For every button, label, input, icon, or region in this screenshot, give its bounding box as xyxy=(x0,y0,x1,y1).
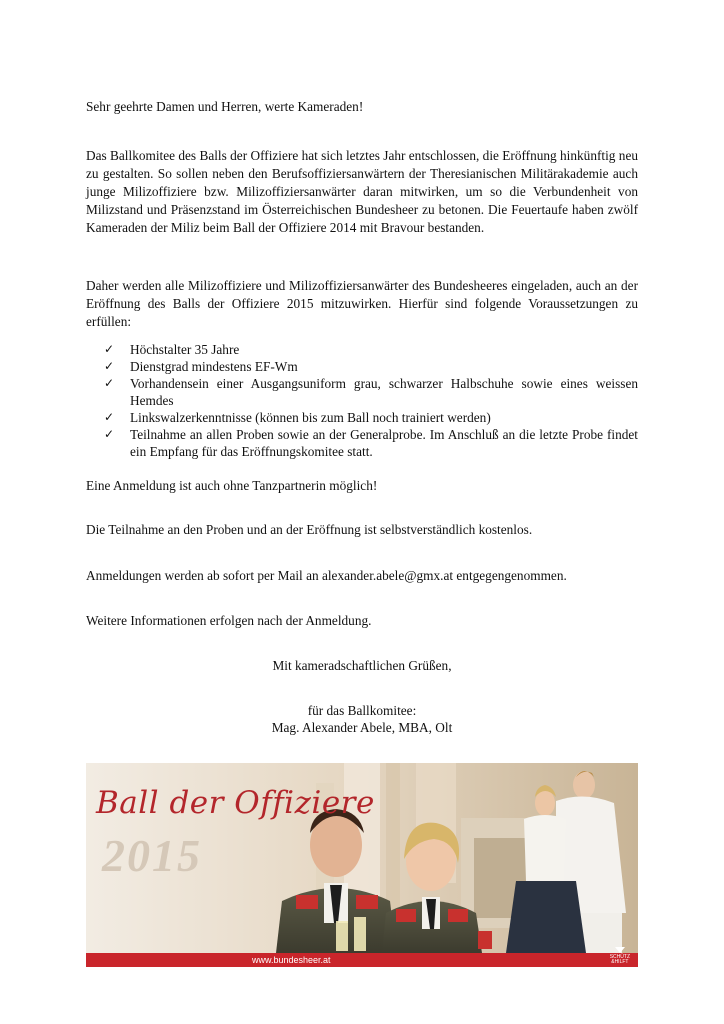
brand-line1: SCHÜTZ xyxy=(609,954,630,960)
checkmark-icon: ✓ xyxy=(104,427,115,441)
note-registration: Anmeldungen werden ab sofort per Mail an alexander.abele@gmx.at entgegengenommen. xyxy=(86,568,567,583)
bundesheer-logo xyxy=(610,947,630,965)
list-item: ✓ Dienstgrad mindestens EF-Wm xyxy=(104,359,298,374)
checkmark-icon: ✓ xyxy=(104,376,115,390)
checkmark-icon: ✓ xyxy=(104,359,115,373)
paragraph-intro: Das Ballkomitee des Balls der Offiziere hat sich letztes Jahr entschlossen, die Eröffnung hinkünftig neu zu gestalten. So sollen neben den Berufsoffiziersanwärtern der Theresianischen Militärakademie auch junge Milizoffiziere bzw. Milizoffiziersanwärter daran mitwirken, um so die Verbundenheit von Milizstand und Präsenzstand im Österreichischen Bundesheer zu betonen. Die Feuertaufe haben zwölf Kameraden der Miliz beim Ball der Offiziere 2014 mit Bravour bestanden. xyxy=(86,148,638,235)
ball-banner-image xyxy=(86,763,638,967)
requirements-list xyxy=(104,341,638,460)
list-item: ✓ Höchstalter 35 Jahre xyxy=(104,342,240,357)
checkmark-icon: ✓ xyxy=(104,410,115,424)
banner-url: www.bundesheer.at xyxy=(252,955,331,965)
note-free: Die Teilnahme an den Proben und an der Eröffnung ist selbstverständlich kostenlos. xyxy=(86,522,533,537)
ball-title: Ball der Offiziere xyxy=(96,785,375,821)
checkmark-icon: ✓ xyxy=(104,342,115,356)
salutation: Sehr geehrte Damen und Herren, werte Kameraden! xyxy=(86,99,364,114)
signature-name: Mag. Alexander Abele, MBA, Olt xyxy=(271,720,453,735)
list-item: ✓ Vorhandensein einer Ausgangsuniform grau, schwarzer Halbschuhe sowie eines weissen Hemdes xyxy=(104,376,638,408)
note-info: Weitere Informationen erfolgen nach der Anmeldung. xyxy=(86,613,372,628)
note-partner: Eine Anmeldung ist auch ohne Tanzpartnerin möglich! xyxy=(86,478,378,493)
triangle-logo-icon xyxy=(615,947,625,953)
signature-role: für das Ballkomitee: xyxy=(307,703,417,718)
banner-footer-bar xyxy=(86,953,638,967)
closing: Mit kameradschaftlichen Grüßen, xyxy=(272,658,452,673)
paragraph-invitation: Daher werden alle Milizoffiziere und Milizoffiziersanwärter des Bundesheeres eingeladen, auch an der Eröffnung des Balls der Offiziere 2015 mitzuwirken. Hierfür sind folgende Voraussetzungen zu erfüllen: xyxy=(86,278,638,329)
brand-line2: &HILFT xyxy=(611,959,629,965)
list-item: ✓ Teilnahme an allen Proben sowie an der Generalprobe. Im Anschluß an die letzte Probe findet ein Empfang für das Eröffnungskomitee statt. xyxy=(104,427,638,459)
list-item: ✓ Linkswalzerkenntnisse (können bis zum Ball noch trainiert werden) xyxy=(104,410,491,425)
ball-year: 2015 xyxy=(102,830,202,881)
